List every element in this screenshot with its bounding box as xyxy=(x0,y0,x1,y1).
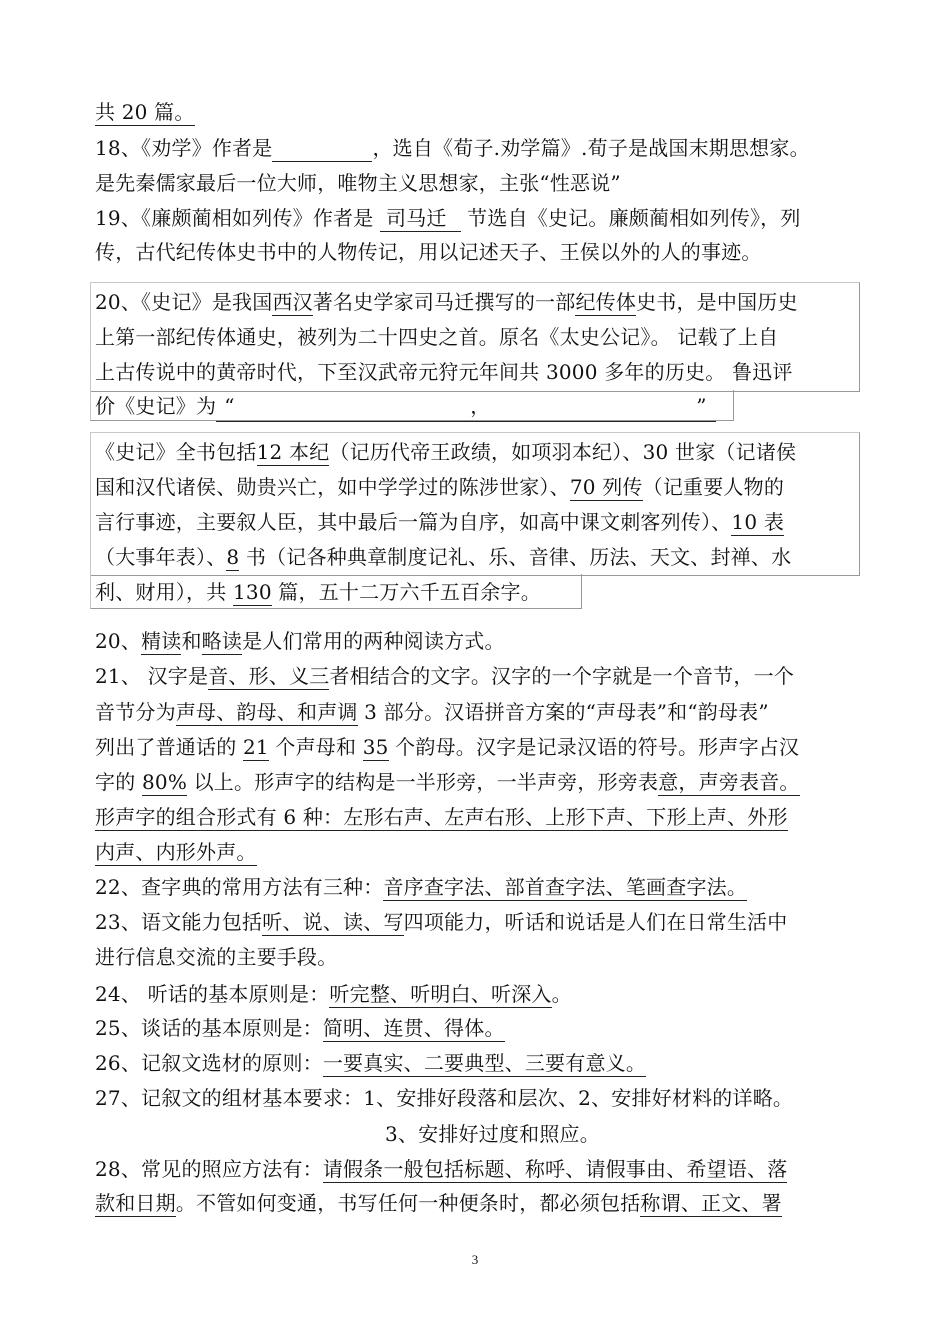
text-segment: 18、《劝学》作者是 xyxy=(95,136,273,160)
text-segment: （大事年表）、 xyxy=(95,545,227,569)
close-quote: ” xyxy=(696,394,707,418)
answer-underline: 听、说、读、写 xyxy=(262,910,404,934)
text-line xyxy=(95,134,865,162)
answer-underline: 听完整、听明白、听深入 xyxy=(329,982,552,1006)
text-segment: 共 20 篇。 xyxy=(95,100,195,124)
text-segment: 以上。形声字的结构是一半形旁，一半声旁，形旁表 xyxy=(187,770,659,794)
text-segment: 者相结合的文字。汉字的一个字就是一个音节，一个 xyxy=(329,664,795,688)
text-line xyxy=(95,698,865,726)
text-segment: 21、 汉字是 xyxy=(95,664,209,688)
fill-blank xyxy=(272,139,372,162)
text-line xyxy=(95,768,865,796)
answer-underline: 精读 xyxy=(141,629,182,653)
text-segment: 国和汉代诸侯、勋贵兴亡，如中学学过的陈涉世家）、 xyxy=(95,475,570,499)
answer-underline: 声母、韵母、和 xyxy=(175,700,318,724)
answer-underline: 司马迁 xyxy=(380,206,461,232)
comma: ， xyxy=(470,394,491,418)
text-segment: 著名史学家司马迁撰写的一部 xyxy=(312,290,576,314)
text-segment: 3、安排好过度和照应。 xyxy=(385,1122,600,1146)
text-line xyxy=(95,288,865,316)
text-segment: 列出了普通话的 xyxy=(95,735,243,759)
text-segment: 价《史记》为 xyxy=(95,394,217,418)
text-line xyxy=(95,438,865,466)
text-line xyxy=(95,98,865,126)
text-segment: 23、语文能力包括 xyxy=(95,910,263,934)
text-line xyxy=(95,204,865,232)
text-segment: 20、 xyxy=(95,629,142,653)
answer-underline: 款和日期 xyxy=(95,1191,176,1215)
text-line xyxy=(385,1120,845,1148)
answer-underline: 音、形、义三 xyxy=(208,664,330,688)
text-line xyxy=(95,323,865,351)
text-segment: 上第一部纪传体通史，被列为二十四史之首。原名《太史公记》。 记载了上自 xyxy=(95,325,779,349)
answer-underline: 声调 xyxy=(317,700,358,724)
text-segment: 。 xyxy=(551,982,572,1006)
text-segment: 和 xyxy=(181,629,202,653)
answer-underline: 西汉 xyxy=(272,290,313,314)
text-segment: 字的 xyxy=(95,770,142,794)
text-line xyxy=(95,508,865,536)
text-segment: 27、记叙文的组材基本要求：1、安排好段落和层次、2、安排好材料的详略。 xyxy=(95,1086,794,1110)
text-line xyxy=(95,908,865,936)
text-segment: 《史记》全书包括 xyxy=(95,440,257,464)
text-segment: 上古传说中的黄帝时代，下至汉武帝元狩元年间共 3000 多年的历史。 鲁迅评 xyxy=(95,360,793,384)
text-line xyxy=(95,169,865,197)
text-segment: 19、《廉颇蔺相如列传》作者是 xyxy=(95,206,381,230)
answer-underline: 35 xyxy=(362,735,389,759)
page-number: 3 xyxy=(471,1252,479,1267)
text-line xyxy=(95,1014,865,1042)
text-line xyxy=(95,873,865,901)
text-segment: 26、记叙文选材的原则： xyxy=(95,1051,323,1075)
text-segment: 书（记各种典章制度记礼、乐、音律、历法、天文、封禅、水 xyxy=(239,545,792,569)
text-segment: 20、《史记》是我国 xyxy=(95,290,273,314)
text-line xyxy=(95,1189,865,1217)
text-segment: ，选自《荀子.劝学篇》.荀子是战国末期思想家。 xyxy=(372,136,810,160)
text-line xyxy=(95,1155,865,1183)
text-segment: 是先秦儒家最后一位大师，唯物主义思想家，主张“性恶说” xyxy=(95,171,621,195)
text-line xyxy=(95,238,865,266)
text-line xyxy=(95,473,865,501)
text-line xyxy=(95,543,865,571)
answer-underline: 内声、内形外声。 xyxy=(95,840,257,864)
text-segment: 个声母和 xyxy=(268,735,363,759)
text-segment: 进行信息交流的主要手段。 xyxy=(95,945,338,969)
answer-underline: 请假条一般包括标题、称呼、请假事由、希望语、落 xyxy=(322,1157,788,1181)
answer-underline: 8 xyxy=(226,545,240,569)
answer-underline: 130 xyxy=(232,580,272,604)
text-segment: （记历代帝王政绩，如项羽本纪）、30 世家（记诸侯 xyxy=(329,440,797,464)
answer-underline: 70 列传 xyxy=(569,475,643,499)
text-segment: 音节分为 xyxy=(95,700,176,724)
answer-underline: 意，声旁表音。 xyxy=(658,770,800,794)
answer-underline: 略读 xyxy=(201,629,243,653)
text-segment: 。不管如何变通，书写任何一种便条时，都必须包括 xyxy=(175,1191,641,1215)
text-segment: 24、 听话的基本原则是： xyxy=(95,982,330,1006)
text-segment: 3 部分。汉语拼音方案的“声母表”和“韵母表” xyxy=(357,700,769,724)
answer-underline: 形声字的组合形式有 6 种：左形右声、左声右形、上形下声、下形上声、外形 xyxy=(95,805,788,829)
text-line xyxy=(95,1049,865,1077)
text-line xyxy=(95,733,865,761)
answer-underline: 10 表 xyxy=(731,510,785,534)
answer-underline: 一要真实、二要典型、三要有意义。 xyxy=(322,1051,647,1075)
text-segment: 篇，五十二万六千五百余字。 xyxy=(271,580,541,604)
answer-underline: 简明、连贯、得体。 xyxy=(322,1016,505,1040)
text-segment: （记重要人物的 xyxy=(642,475,785,499)
text-segment: 史书，是中国历史 xyxy=(636,290,798,314)
answer-underline: 80% xyxy=(141,770,188,794)
quote-blank xyxy=(216,392,716,422)
text-segment: 节选自《史记。廉颇蔺相如列传》，列 xyxy=(460,206,801,230)
text-segment: 28、常见的照应方法有： xyxy=(95,1157,323,1181)
answer-underline: 称谓、正文、署 xyxy=(640,1191,782,1215)
text-line xyxy=(95,943,865,971)
text-segment: 利、财用），共 xyxy=(95,580,233,604)
text-line xyxy=(95,980,865,1008)
answer-underline: 纪传体 xyxy=(575,290,637,314)
answer-underline: 音序查字法、部首查字法、笔画查字法。 xyxy=(383,875,748,899)
text-segment: 是人们常用的两种阅读方式。 xyxy=(242,629,505,653)
text-segment: 传，古代纪传体史书中的人物传记，用以记述天子、王侯以外的人的事迹。 xyxy=(95,240,762,264)
answer-underline: 21 xyxy=(242,735,269,759)
text-line xyxy=(95,838,865,866)
text-line xyxy=(95,392,865,422)
text-line xyxy=(95,662,865,690)
text-segment: 四项能力，听话和说话是人们在日常生活中 xyxy=(403,910,788,934)
text-segment: 22、查字典的常用方法有三种： xyxy=(95,875,384,899)
text-segment: 言行事迹，主要叙人臣，其中最后一篇为自序，如高中课文刺客列传）、 xyxy=(95,510,732,534)
text-segment: 个韵母。汉字是记录汉语的符号。形声字占汉 xyxy=(388,735,800,759)
text-line xyxy=(95,358,865,386)
open-quote: “ xyxy=(224,394,235,418)
text-line xyxy=(95,578,865,606)
text-line xyxy=(95,627,865,655)
text-line xyxy=(95,803,865,831)
answer-underline: 12 本纪 xyxy=(256,440,330,464)
text-line xyxy=(95,1084,865,1112)
text-segment: 25、谈话的基本原则是： xyxy=(95,1016,323,1040)
